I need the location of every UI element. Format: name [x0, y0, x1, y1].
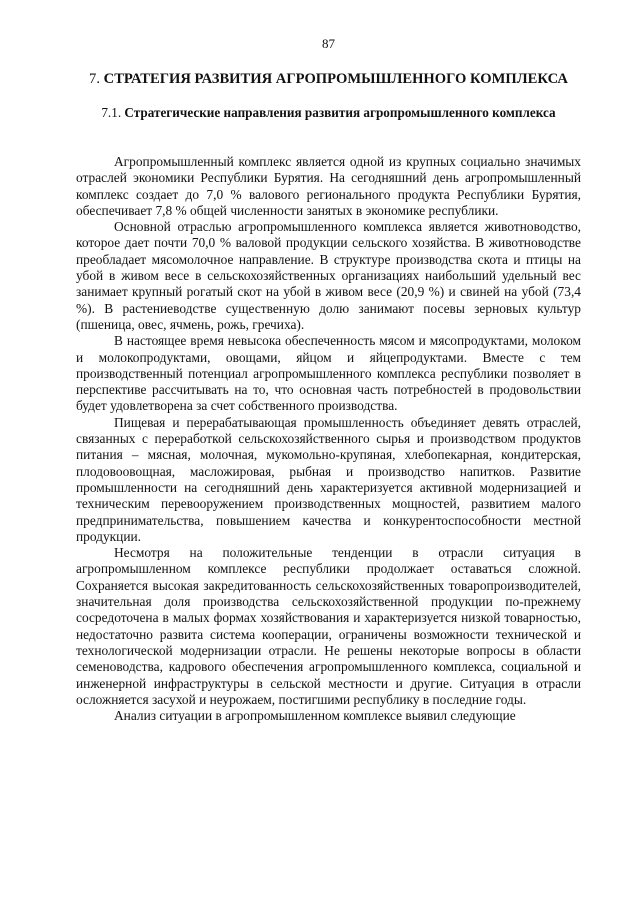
paragraph: Агропромышленный комплекс является одной из крупных социально значимых отраслей экономики Республики Бурятия. На сегодняшний день агропромышленный комплекс создает до 7,0 % валового регионального продукта Республики Бурятия, обеспечивает 7,8 % общей численности занятых в экономике республики.: [76, 154, 581, 218]
section-number: 7.1.: [101, 105, 122, 120]
body-text: [76, 154, 581, 724]
chapter-title: СТРАТЕГИЯ РАЗВИТИЯ АГРОПРОМЫШЛЕННОГО КОМПЛЕКСА: [103, 71, 568, 87]
section-heading: [96, 105, 561, 121]
paragraph: В настоящее время невысока обеспеченность мясом и мясопродуктами, молоком и молокопродуктами, овощами, яйцом и яйцепродуктами. Вместе с тем производственный потенциал агропромышленного комплекса республики позволяет в перспективе рассчитывать на то, что основная часть потребностей в продовольствии будет удовлетворена за счет собственного производства.: [76, 333, 581, 414]
page-number: 87: [322, 36, 335, 51]
chapter-heading: [76, 70, 581, 88]
document-page: [76, 0, 581, 905]
paragraph: Несмотря на положительные тенденции в отрасли ситуация в агропромышленном комплексе республики продолжает оставаться сложной. Сохраняется высокая закредитованность сельскохозяйственных товаропроизводителей, значительная доля производства сельскохозяйственной продукции по-прежнему сосредоточена в малых формах хозяйствования и характеризуется низкой товарностью, недостаточно развита система кооперации, ограничены возможности технической и технологической модернизации отрасли. Не решены некоторые вопросы в области семеноводства, кадрового обеспечения агропромышленного комплекса, социальной и инженерной инфраструктуры в сельской местности и другие. Ситуация в отрасли осложняется засухой и неурожаем, постигшими республику в последние годы.: [76, 545, 581, 707]
paragraph: Пищевая и перерабатывающая промышленность объединяет девять отраслей, связанных с переработкой сельскохозяйственного сырья и производством продуктов питания – мясная, молочная, мукомольно-крупяная, хлебопекарная, кондитерская, плодовоовощная, масложировая, рыбная и производство напитков. Развитие промышленности на сегодняшний день характеризуется активной модернизацией и техническим перевооружением производственных мощностей, развитием малого предпринимательства, повышением качества и конкурентоспособности местной продукции.: [76, 414, 581, 544]
section-title: Стратегические направления развития агропромышленного комплекса: [124, 105, 556, 120]
paragraph: Основной отраслью агропромышленного комплекса является животноводство, которое дает почти 70,0 % валовой продукции сельского хозяйства. В животноводстве преобладает мясомолочное направление. В структуре производства скота и птицы на убой в живом весе в сельскохозяйственных организациях наибольший удельный вес занимает крупный рогатый скот на убой в живом весе (20,9 %) и свиней на убой (73,4 %). В растениеводстве существенную долю занимают посевы зерновых культур (пшеница, овес, ячмень, рожь, гречиха).: [76, 219, 581, 332]
chapter-number: 7.: [89, 71, 100, 87]
paragraph: Анализ ситуации в агропромышленном комплексе выявил следующие: [114, 708, 516, 724]
